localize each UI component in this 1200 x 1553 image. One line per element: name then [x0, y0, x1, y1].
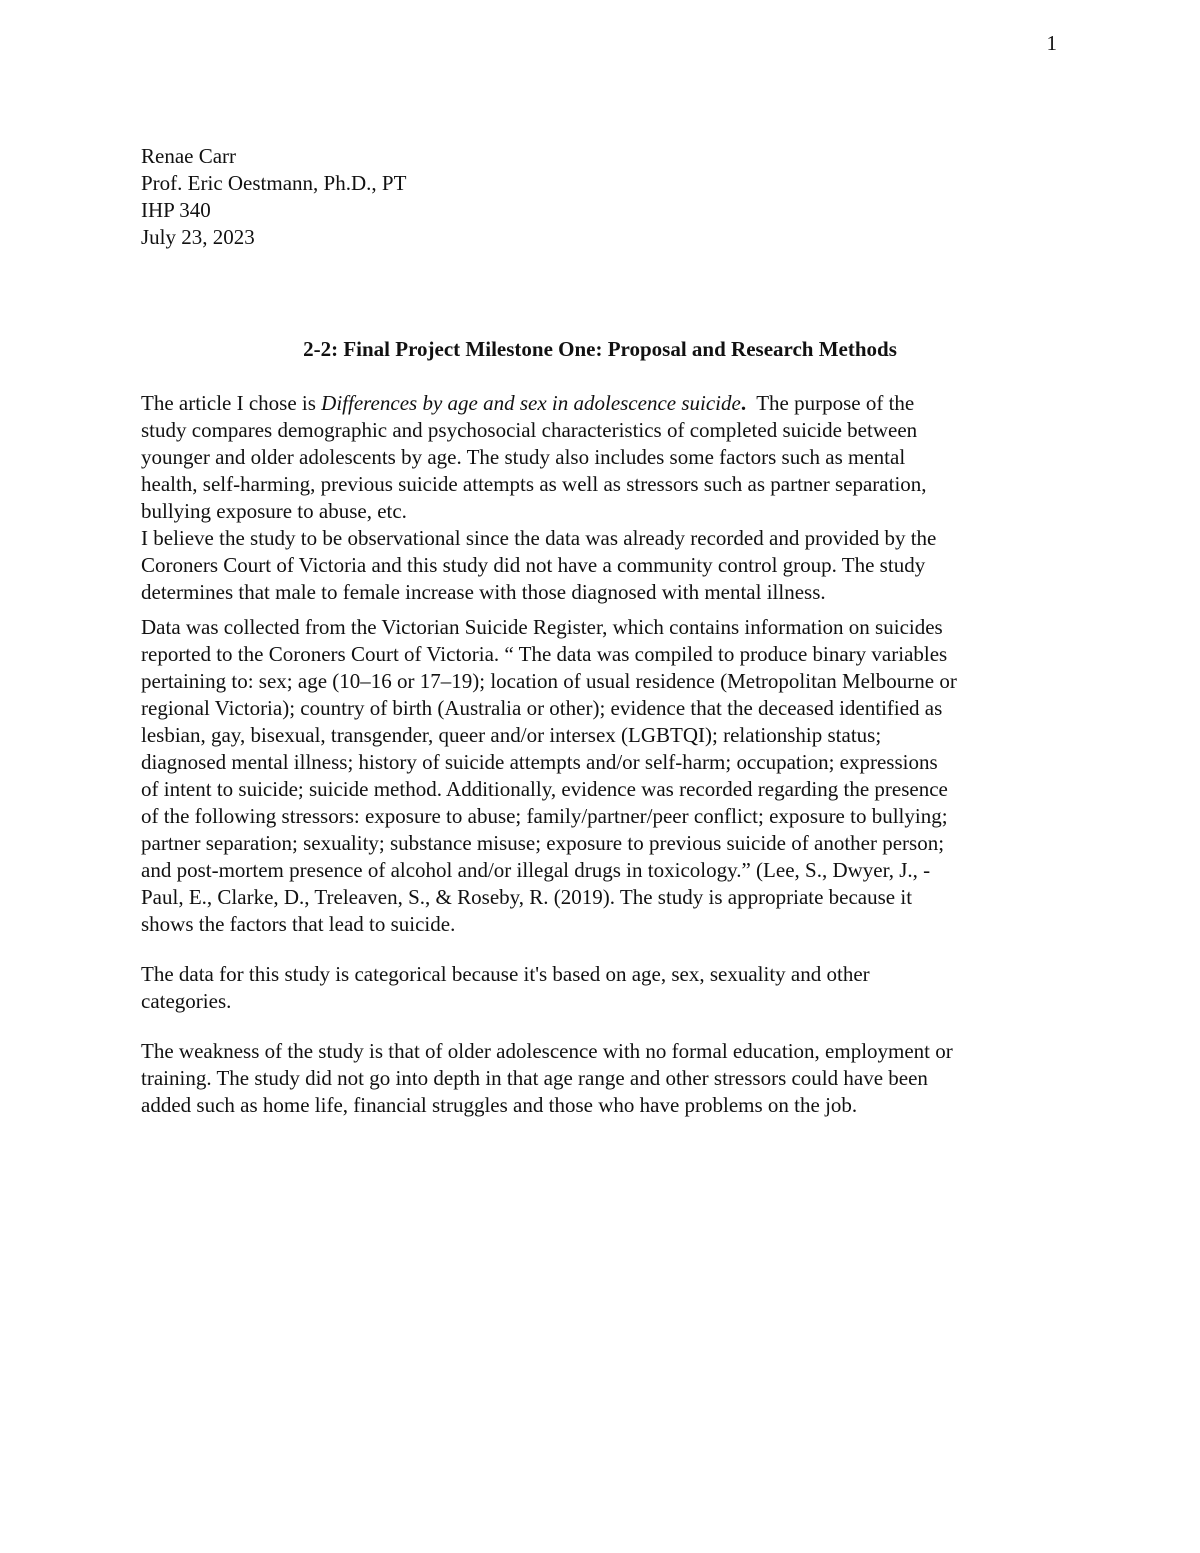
paragraph-line: bullying exposure to abuse, etc. — [141, 499, 407, 523]
paragraph-data-type — [141, 961, 1066, 1015]
paragraph-line: partner separation; sexuality; substance misuse; exposure to previous suicide of another person; — [141, 831, 945, 855]
paragraph-line: added such as home life, financial struggles and those who have problems on the job. — [141, 1093, 858, 1117]
paragraph-line: Data was collected from the Victorian Suicide Register, which contains information on suicides — [141, 615, 943, 639]
line-rest: The purpose of the — [746, 391, 915, 415]
paragraph-line: regional Victoria); country of birth (Australia or other); evidence that the deceased identified as — [141, 696, 943, 720]
paragraph-spacer — [141, 938, 1066, 961]
paragraph-line: The data for this study is categorical because it's based on age, sex, sexuality and other — [141, 962, 870, 986]
paragraph-article-summary — [141, 390, 1066, 606]
paragraph-spacer — [141, 606, 1066, 614]
paragraph-line: of the following stressors: exposure to abuse; family/partner/peer conflict; exposure to bullying; — [141, 804, 948, 828]
document-title: 2-2: Final Project Milestone One: Proposal and Research Methods — [303, 337, 897, 361]
paragraph-line: Paul, E., Clarke, D., Treleaven, S., & Roseby, R. (2019). The study is appropriate because it — [141, 885, 913, 909]
paragraph-spacer — [141, 1015, 1066, 1038]
paragraph-line: training. The study did not go into depth in that age range and other stressors could have been — [141, 1066, 928, 1090]
paragraph-data-collection — [141, 614, 1066, 938]
paragraph-line: shows the factors that lead to suicide. — [141, 912, 456, 936]
header-block — [141, 143, 406, 251]
paragraph-line: reported to the Coroners Court of Victoria. “ The data was compiled to produce binary variables — [141, 642, 948, 666]
paragraph-line: younger and older adolescents by age. The study also includes some factors such as mental — [141, 445, 906, 469]
paragraph-line: I believe the study to be observational since the data was already recorded and provided by the — [141, 526, 937, 550]
paragraph-line: categories. — [141, 989, 232, 1013]
article-title: Differences by age and sex in adolescence suicide — [321, 391, 741, 415]
paragraph-line: lesbian, gay, bisexual, transgender, queer and/or intersex (LGBTQI); relationship status; — [141, 723, 882, 747]
paragraph-line: health, self-harming, previous suicide attempts as well as stressors such as partner separation, — [141, 472, 927, 496]
article-title-period: . — [740, 391, 747, 415]
lead-text: The article I chose is — [141, 391, 322, 415]
document-date: July 23, 2023 — [141, 225, 255, 249]
paragraph-line: determines that male to female increase with those diagnosed with mental illness. — [141, 580, 826, 604]
professor-name: Prof. Eric Oestmann, Ph.D., PT — [141, 171, 407, 195]
paragraph-line: study compares demographic and psychosocial characteristics of completed suicide between — [141, 418, 918, 442]
paragraph-line: pertaining to: sex; age (10–16 or 17–19); location of usual residence (Metropolitan Melbourne or — [141, 669, 957, 693]
paragraph-line: of intent to suicide; suicide method. Additionally, evidence was recorded regarding the presence — [141, 777, 948, 801]
paragraph-line: Coroners Court of Victoria and this study did not have a community control group. The study — [141, 553, 926, 577]
page-number: 1 — [1046, 31, 1057, 55]
paragraph-line — [141, 390, 1066, 417]
author-name: Renae Carr — [141, 144, 237, 168]
paragraph-line: and post-mortem presence of alcohol and/or illegal drugs in toxicology.” (Lee, S., Dwyer, J., - — [141, 858, 931, 882]
course-code: IHP 340 — [141, 198, 211, 222]
paragraph-line: diagnosed mental illness; history of suicide attempts and/or self-harm; occupation; expressions — [141, 750, 938, 774]
paragraph-line: The weakness of the study is that of older adolescence with no formal education, employment or — [141, 1039, 953, 1063]
paragraph-weakness — [141, 1038, 1066, 1119]
document-body — [141, 390, 1066, 1119]
